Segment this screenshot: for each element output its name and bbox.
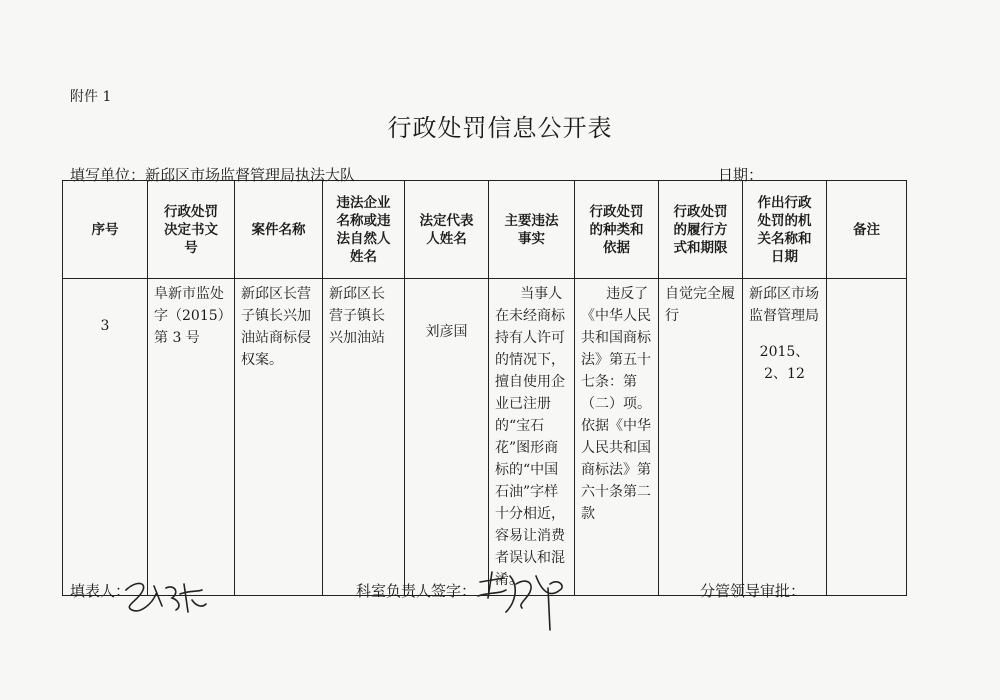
cell-type-basis: 违反了《中华人民共和国商标法》第五十七条：第（二）项。依据《中华人民共和国商标法》第六十条第二款 bbox=[575, 279, 659, 596]
filling-unit: 填写单位：新邱区市场监督管理局执法大队 bbox=[70, 166, 356, 184]
header-row bbox=[63, 181, 907, 279]
header-seq: 序号 bbox=[63, 181, 148, 279]
cell-facts: 当事人在未经商标持有人许可的情况下，擅自使用企业已注册的“宝石花”图形商标的“中国石油”字样十分相近，容易让消费者误认和混淆。 bbox=[489, 279, 575, 596]
cell-seq: 3 bbox=[63, 279, 148, 596]
header-case-name: 案件名称 bbox=[235, 181, 323, 279]
header-legal-rep: 法定代表人姓名 bbox=[405, 181, 489, 279]
leader-label: 分管领导审批： bbox=[700, 582, 806, 600]
cell-performance: 自觉完全履行 bbox=[659, 279, 743, 596]
cell-legal-rep: 刘彦国 bbox=[405, 279, 489, 596]
cell-doc-no: 阜新市监处字（2015）第 3 号 bbox=[148, 279, 235, 596]
header-entity: 违法企业名称或违法自然人姓名 bbox=[323, 181, 405, 279]
table-row bbox=[63, 279, 907, 596]
header-performance: 行政处罚的履行方式和期限 bbox=[659, 181, 743, 279]
filler-signature bbox=[118, 576, 208, 620]
authority-date: 2015、2、12 bbox=[759, 344, 810, 382]
attachment-label: 附件 1 bbox=[70, 89, 112, 105]
filler-label: 填表人： bbox=[70, 582, 131, 600]
cell-authority bbox=[743, 279, 827, 596]
section-head-signature bbox=[470, 568, 570, 632]
cell-case-name: 新邱区长营子镇长兴加油站商标侵权案。 bbox=[235, 279, 323, 596]
header-authority: 作出行政处罚的机关名称和日期 bbox=[743, 181, 827, 279]
section-head-label: 科室负责人签字： bbox=[356, 582, 477, 600]
penalty-info-table bbox=[62, 180, 907, 596]
cell-entity: 新邱区长营子镇长兴加油站 bbox=[323, 279, 405, 596]
header-remarks: 备注 bbox=[827, 181, 907, 279]
page-title: 行政处罚信息公开表 bbox=[387, 114, 613, 142]
cell-remarks bbox=[827, 279, 907, 596]
date-label: 日期： bbox=[718, 166, 764, 184]
header-doc-no: 行政处罚决定书文号 bbox=[148, 181, 235, 279]
header-type-basis: 行政处罚的种类和依据 bbox=[575, 181, 659, 279]
header-facts: 主要违法事实 bbox=[489, 181, 575, 279]
authority-name: 新邱区市场监督管理局 bbox=[749, 286, 819, 324]
